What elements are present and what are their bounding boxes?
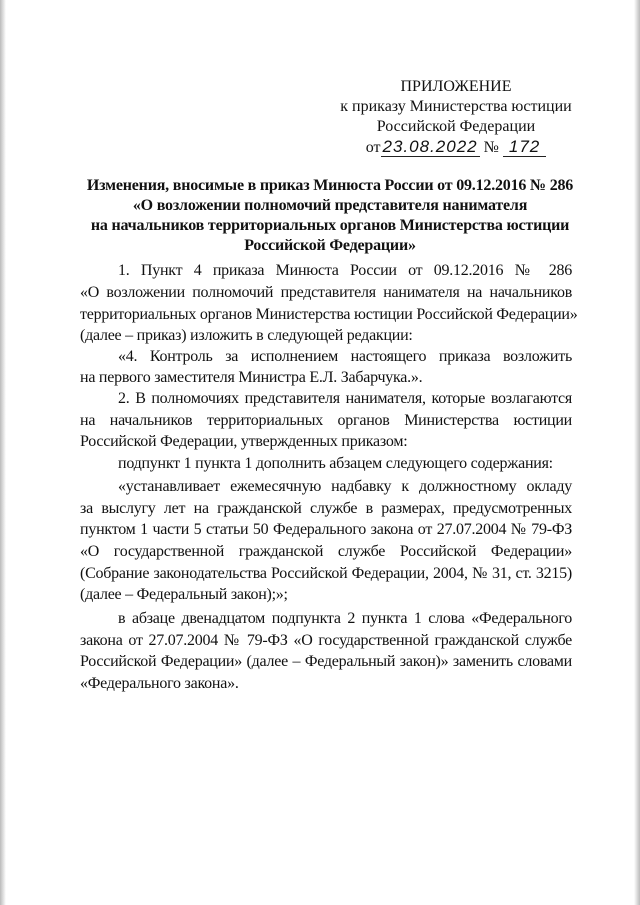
body-line: за выслугу лет на гражданской службе в размерах, предусмотренных [80,500,572,517]
scan-edge [0,0,6,905]
body-line: пунктом 1 части 5 статьи 50 Федерального закона от 27.07.2004 № 79-ФЗ [80,521,572,538]
appendix-title: ПРИЛОЖЕНИЕ [400,78,512,95]
number-label: № [483,139,499,156]
body-line: (далее – Федеральный закон);»; [80,586,288,603]
title-line: на начальников территориальных органов Министерства юстиции [90,217,570,234]
scan-edge [634,0,640,905]
body-line: территориальных органов Министерства юстиции Российской Федерации» [80,306,578,323]
body-line: (далее – приказ) изложить в следующей редакции: [80,327,413,344]
body-line: «О государственной гражданской службе Российской Федерации» [80,543,572,560]
body-line: подпункт 1 пункта 1 дополнить абзацем следующего содержания: [118,455,553,472]
title-line: Российской Федерации» [244,237,416,254]
body-line: на первого заместителя Министра Е.Л. Забарчука.». [80,369,423,386]
body-line: (Собрание законодательства Российской Федерации, 2004, № 31, ст. 3215) [80,565,572,582]
title-line: Изменения, вносимые в приказ Минюста России от 09.12.2016 № 286 [86,177,574,194]
order-date-number [340,137,572,158]
appendix-line: к приказу Министерства юстиции [340,98,572,115]
body-line: Российской Федерации» (далее – Федеральный закон)» заменить словами [80,653,572,670]
body-line: «О возложении полномочий представителя нанимателя на начальников [80,284,572,301]
order-date: 23.08.2022 [382,137,478,156]
body-line: «4. Контроль за исполнением настоящего приказа возложить [118,348,572,365]
body-line: 2. В полномочиях представителя нанимателя, которые возлагаются [118,390,572,407]
appendix-line: Российской Федерации [376,118,536,135]
body-line: «Федерального закона». [80,675,239,692]
title-line: «О возложении полномочий представителя нанимателя [132,197,528,214]
body-line: на начальников территориальных органов Министерства юстиции [80,412,572,429]
from-label: от [365,139,381,156]
body-line: 1. Пункт 4 приказа Минюста России от 09.12.2016 № 286 [118,262,572,279]
body-line: «устанавливает ежемесячную надбавку к должностному окладу [118,478,572,495]
order-number: 172 [503,137,546,157]
body-line: в абзаце двенадцатом подпункта 2 пункта 1 слова «Федерального [118,610,572,627]
body-line: закона от 27.07.2004 № 79-ФЗ «О государственной гражданской службе [80,632,572,649]
body-line: Российской Федерации, утвержденных приказом: [80,433,408,450]
